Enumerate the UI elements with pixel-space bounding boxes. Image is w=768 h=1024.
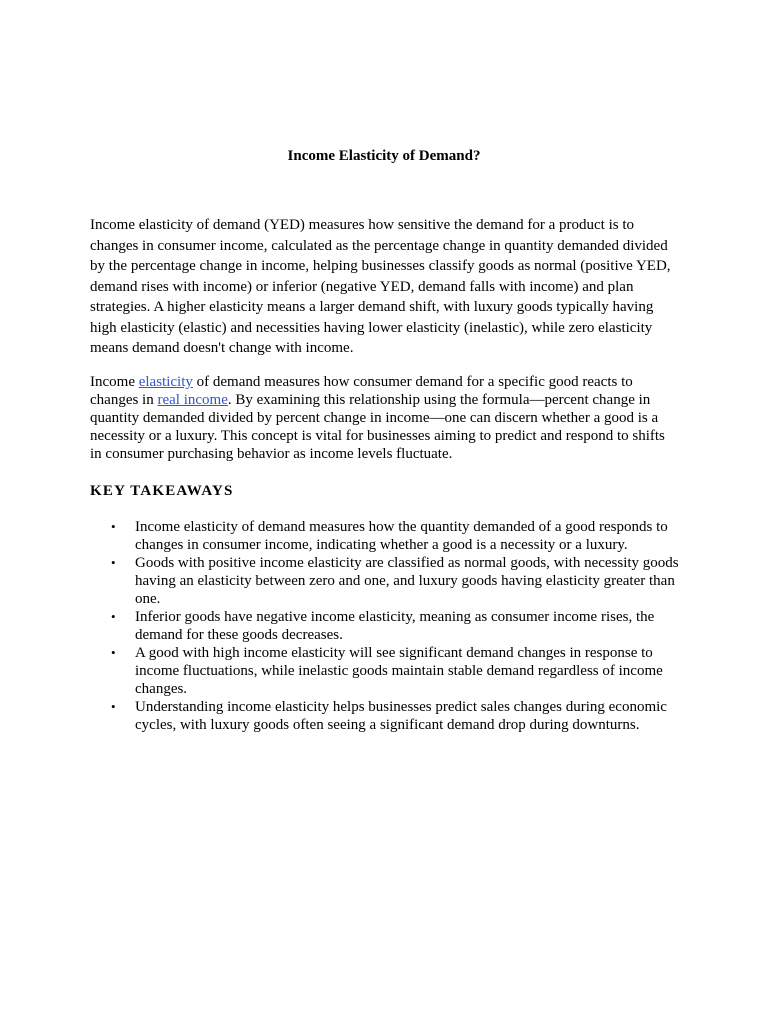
bullet-icon: • <box>111 645 116 660</box>
bullet-icon: • <box>111 699 116 714</box>
intro-paragraph: Income elasticity of demand (YED) measures how sensitive the demand for a product is to changes in consumer income, calculated as the percentage change in quantity demanded divided by the percentage change in income, helping businesses classify goods as normal (positive YED, demand rises with income) or inferior (negative YED, demand falls with income) and plan strategies. A higher elasticity means a larger demand shift, with luxury goods typically having high elasticity (elastic) and necessities having lower elasticity (inelastic), while zero elasticity means demand doesn't change with income. <box>90 217 671 356</box>
bullet-icon: • <box>111 609 116 624</box>
elasticity-link[interactable]: elasticity <box>138 374 193 390</box>
list-item <box>90 644 680 698</box>
list-item-text: Understanding income elasticity helps businesses predict sales changes during economic cycles, with luxury goods often seeing a significant demand drop during downturns. <box>135 699 667 733</box>
real-income-link[interactable]: real income <box>157 392 228 408</box>
bullet-icon: • <box>111 519 116 534</box>
list-item-text: Goods with positive income elasticity are classified as normal goods, with necessity goods having an elasticity between zero and one, and luxury goods having elasticity greater than one. <box>135 555 679 607</box>
list-item <box>90 698 680 734</box>
list-item-text: A good with high income elasticity will see significant demand changes in response to income fluctuations, while inelastic goods maintain stable demand regardless of income changes. <box>135 645 663 697</box>
list-item-text: Inferior goods have negative income elasticity, meaning as consumer income rises, the demand for these goods decreases. <box>135 609 655 643</box>
list-item <box>90 608 680 644</box>
list-item <box>90 518 680 554</box>
document-title: Income Elasticity of Demand? <box>287 148 481 164</box>
paragraph-text: of demand measures how consumer demand for a specific good reacts to changes in <box>90 374 633 408</box>
definition-paragraph <box>90 373 680 463</box>
key-takeaways-heading: KEY TAKEAWAYS <box>90 483 234 499</box>
key-takeaways-list <box>90 518 680 734</box>
list-item-text: Income elasticity of demand measures how the quantity demanded of a good responds to changes in consumer income, indicating whether a good is a necessity or a luxury. <box>135 519 668 553</box>
paragraph-text: . By examining this relationship using the formula—percent change in quantity demanded divided by percent change in income—one can discern whether a good is a necessity or a luxury. This concept is vital for businesses aiming to predict and respond to shifts in consumer purchasing behavior as income levels fluctuate. <box>90 392 665 462</box>
paragraph-text: Income <box>90 374 139 390</box>
bullet-icon: • <box>111 555 116 570</box>
list-item <box>90 554 680 608</box>
